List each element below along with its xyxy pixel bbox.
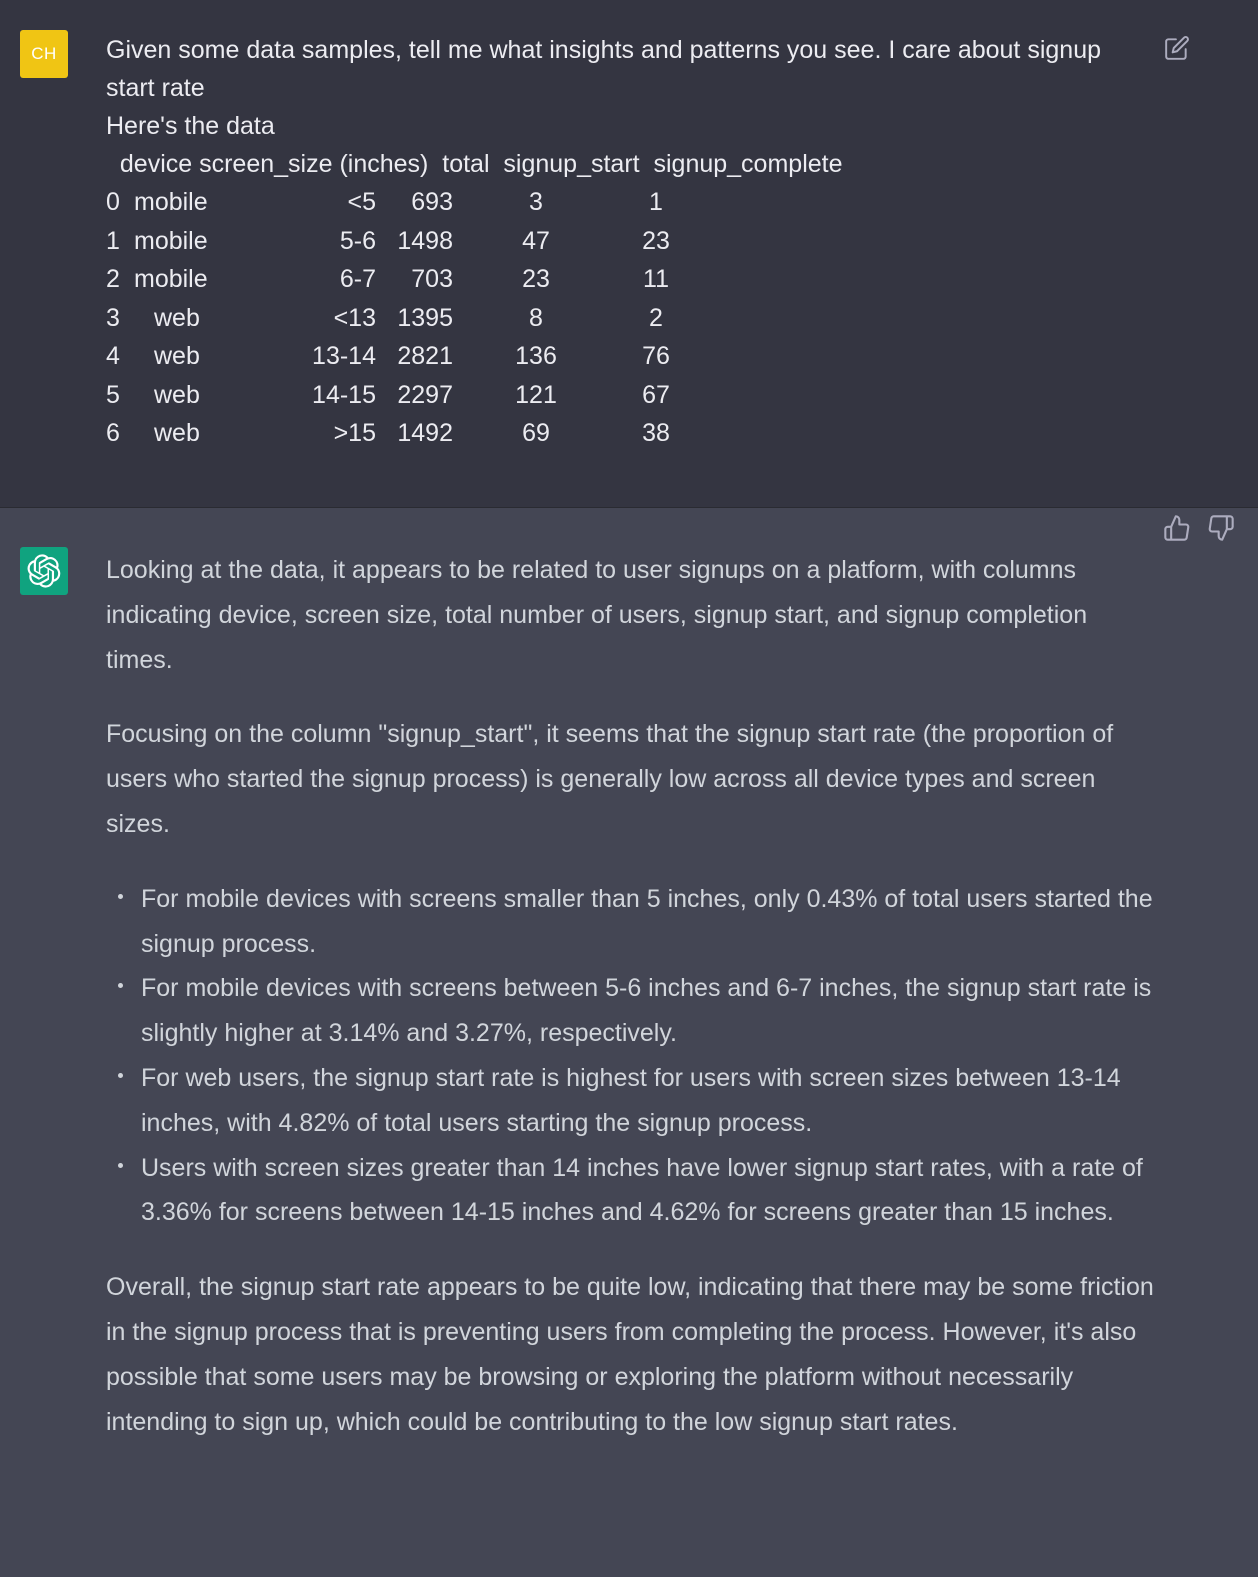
table-cell-device: web [154, 342, 200, 370]
user-prompt: Given some data samples, tell me what insights and patterns you see. I care about signup start rate [106, 36, 1101, 102]
list-item: Users with screen sizes greater than 14 inches have lower signup start rates, with a rate of 3.36% for screens between 14-15 inches and 4.62% for screens greater than 15 inches. [141, 1146, 1156, 1236]
table-cell-index: 6 [106, 419, 120, 447]
table-header: device screen_size (inches) total signup_start signup_complete [106, 150, 843, 178]
table-cell-signup-start: 121 [515, 380, 557, 409]
table-cell-signup-complete: 1 [649, 188, 663, 216]
table-row [106, 337, 1146, 376]
edit-icon[interactable] [1164, 35, 1190, 61]
table-cell-device: mobile [134, 188, 208, 216]
table-cell-total: 2821 [397, 342, 453, 370]
table-cell-signup-complete: 23 [642, 226, 670, 255]
assistant-paragraph-2: Focusing on the column "signup_start", it seems that the signup start rate (the proportion of users who started the signup process) is generally low across all device types and screen sizes. [106, 720, 1114, 838]
table-cell-device: web [154, 419, 200, 447]
table-row [106, 414, 1146, 453]
assistant-message [0, 508, 1258, 1577]
table-cell-signup-complete: 2 [649, 303, 663, 332]
user-avatar [20, 30, 68, 78]
table-cell-total: 693 [411, 188, 453, 216]
table-row [106, 260, 1146, 299]
table-row [106, 376, 1146, 415]
table-cell-device: mobile [134, 226, 208, 255]
table-cell-screen-size: <13 [333, 303, 376, 332]
list-item: For mobile devices with screens smaller than 5 inches, only 0.43% of total users started the signup process. [141, 877, 1156, 967]
table-cell-signup-start: 3 [529, 188, 543, 216]
table-row [106, 183, 1146, 222]
table-cell-total: 1498 [397, 226, 453, 255]
assistant-paragraph-3: Overall, the signup start rate appears to be quite low, indicating that there may be some friction in the signup process that is preventing users from completing the process. However, it's also possible that some users may be browsing or exploring the platform without necessarily intending to sign up, which could be contributing to the low signup start rates. [106, 1273, 1154, 1436]
table-cell-signup-start: 136 [515, 342, 557, 370]
list-item: For mobile devices with screens between 5-6 inches and 6-7 inches, the signup start rate is slightly higher at 3.14% and 3.27%, respectively. [141, 966, 1156, 1056]
list-item: For web users, the signup start rate is highest for users with screen sizes between 13-14 inches, with 4.82% of total users starting the signup process. [141, 1056, 1156, 1146]
table-cell-signup-complete: 76 [642, 342, 670, 370]
table-cell-index: 3 [106, 303, 120, 332]
table-cell-screen-size: 13-14 [312, 342, 376, 370]
assistant-avatar [20, 547, 68, 595]
table-cell-total: 703 [411, 265, 453, 293]
openai-logo-icon [27, 554, 61, 588]
table-cell-screen-size: <5 [347, 188, 376, 216]
table-cell-signup-start: 69 [522, 419, 550, 447]
table-cell-device: web [154, 303, 200, 332]
insights-list [106, 877, 1156, 1235]
table-cell-index: 0 [106, 188, 120, 216]
table-cell-screen-size: >15 [333, 419, 376, 447]
table-cell-total: 1395 [397, 303, 453, 332]
thumbs-down-icon[interactable] [1207, 514, 1235, 542]
table-cell-index: 2 [106, 265, 120, 293]
table-cell-screen-size: 14-15 [312, 380, 376, 409]
user-message [0, 0, 1258, 508]
table-cell-signup-complete: 38 [642, 419, 670, 447]
data-table [106, 183, 1146, 453]
table-cell-signup-start: 23 [522, 265, 550, 293]
user-message-text [106, 31, 1146, 453]
table-cell-device: web [154, 380, 200, 409]
table-cell-index: 5 [106, 380, 120, 409]
user-data-intro: Here's the data [106, 112, 275, 140]
table-cell-index: 1 [106, 226, 120, 255]
table-cell-index: 4 [106, 342, 120, 370]
table-row [106, 299, 1146, 338]
assistant-paragraph-1: Looking at the data, it appears to be related to user signups on a platform, with columns indicating device, screen size, total number of users, signup start, and signup completion times. [106, 556, 1088, 674]
table-cell-screen-size: 5-6 [339, 226, 376, 255]
thumbs-up-icon[interactable] [1163, 514, 1191, 542]
table-cell-total: 2297 [397, 380, 453, 409]
table-cell-screen-size: 6-7 [339, 265, 376, 293]
table-row [106, 222, 1146, 261]
table-cell-signup-complete: 67 [642, 380, 670, 409]
table-cell-signup-start: 47 [522, 226, 550, 255]
assistant-message-text [106, 548, 1156, 1444]
table-cell-signup-start: 8 [529, 303, 543, 332]
user-avatar-initials: CH [31, 44, 57, 63]
table-cell-device: mobile [134, 265, 208, 293]
table-cell-total: 1492 [397, 419, 453, 447]
table-cell-signup-complete: 11 [643, 265, 669, 293]
